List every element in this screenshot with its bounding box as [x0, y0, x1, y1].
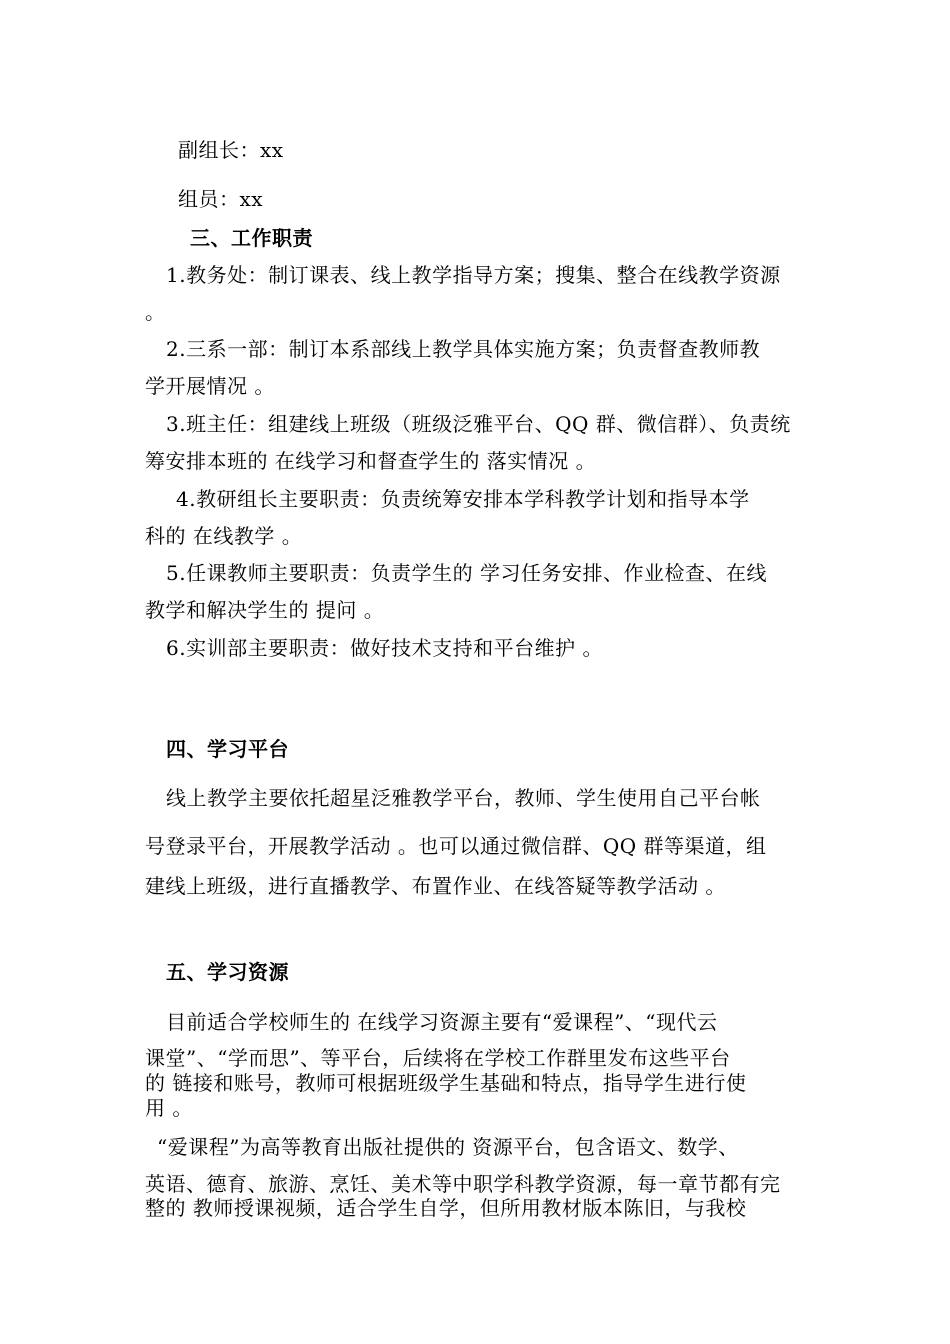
- ikecheng-line-2: 英语、德育、旅游、烹饪、美术等中职学科教学资源，每一章节都有完: [145, 1172, 781, 1196]
- members-line: 组员：xx: [178, 187, 264, 211]
- duty-1-line-1: 1.教务处：制订课表、线上教学指导方案；搜集、整合在线教学资源: [166, 263, 781, 287]
- resources-line-4: 用 。: [145, 1096, 193, 1120]
- platform-line-3: 建线上班级，进行直播教学、布置作业、在线答疑等教学活动 。: [145, 874, 726, 898]
- platform-line-1: 线上教学主要依托超星泛雅教学平台，教师、学生使用自己平台帐: [166, 786, 761, 810]
- duty-4-line-2: 科的 在线教学 。: [145, 524, 303, 548]
- vice-leader-line: 副组长：xx: [178, 138, 284, 162]
- duty-3-line-1: 3.班主任：组建线上班级（班级泛雅平台、QQ 群、微信群）、负责统: [166, 412, 791, 436]
- section-5-heading: 五、学习资源: [166, 960, 289, 984]
- section-3-heading: 三、工作职责: [190, 226, 313, 250]
- resources-line-1: 目前适合学校师生的 在线学习资源主要有“爱课程”、“现代云: [166, 1010, 718, 1034]
- duty-2-line-2: 学开展情况 。: [145, 374, 275, 398]
- duty-2-line-1: 2.三系一部：制订本系部线上教学具体实施方案；负责督查教师教: [166, 337, 761, 361]
- duty-5-line-2: 教学和解决学生的 提问 。: [145, 598, 385, 622]
- resources-line-3: 的 链接和账号，教师可根据班级学生基础和特点，指导学生进行使: [145, 1071, 747, 1095]
- ikecheng-line-3: 整的 教师授课视频，适合学生自学，但所用教材版本陈旧，与我校: [145, 1196, 747, 1220]
- ikecheng-line-1: “爱课程”为高等教育出版社提供的 资源平台，包含语文、数学、: [157, 1135, 739, 1159]
- section-4-heading: 四、学习平台: [166, 737, 289, 761]
- duty-4-line-1: 4.教研组长主要职责：负责统筹安排本学科教学计划和指导本学: [176, 487, 750, 511]
- platform-line-2: 号登录平台，开展教学活动 。也可以通过微信群、QQ 群等渠道，组: [145, 834, 767, 858]
- duty-1-line-2: 。: [145, 300, 166, 324]
- duty-6-line: 6.实训部主要职责：做好技术支持和平台维护 。: [166, 636, 603, 660]
- duty-3-line-2: 筹安排本班的 在线学习和督查学生的 落实情况 。: [145, 449, 597, 473]
- duty-5-line-1: 5.任课教师主要职责：负责学生的 学习任务安排、作业检查、在线: [166, 561, 767, 585]
- resources-line-2: 课堂”、“学而思”、等平台，后续将在学校工作群里发布这些平台: [145, 1046, 731, 1070]
